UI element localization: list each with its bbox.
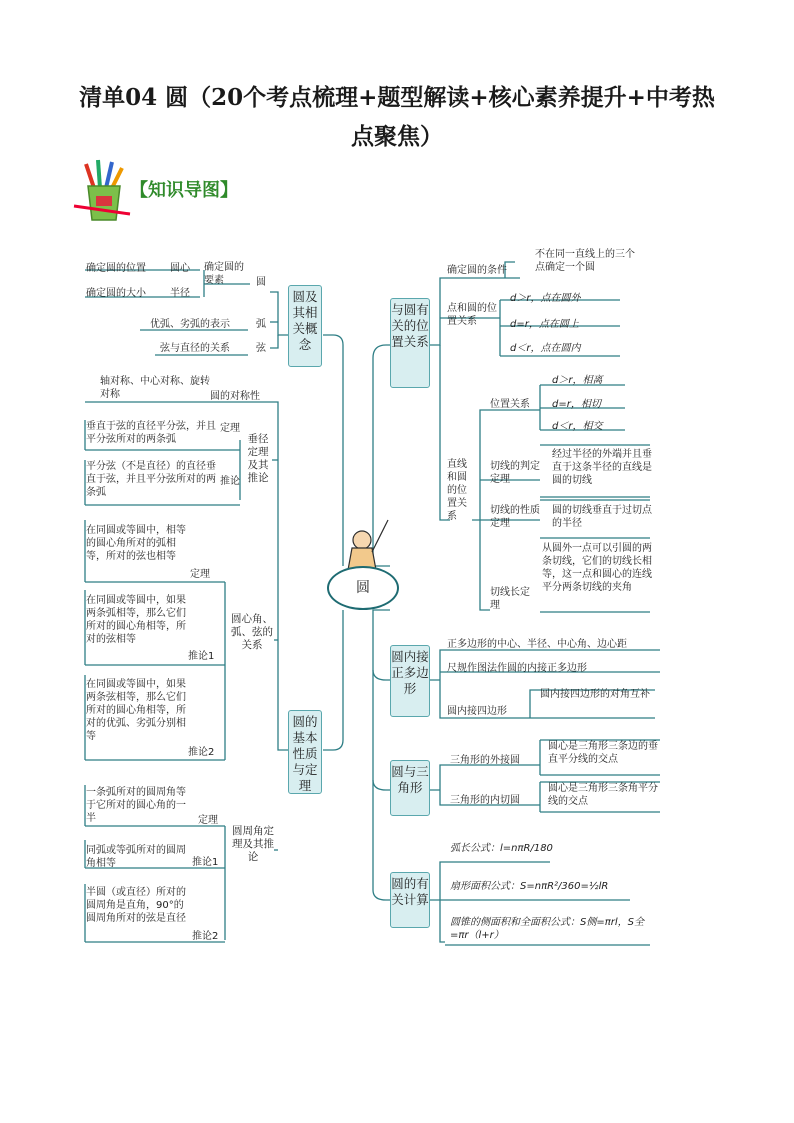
tangent-judge-desc: 经过半径的外端并且垂直于这条半径的直线是圆的切线 [552,449,652,486]
inscribed-cor2-tag: 推论2 [192,931,219,942]
line-circle: 直线和圆的位置关系 [447,459,467,522]
box-basic: 圆的基本性质与定理 [288,710,322,794]
concept-position: 确定圆的位置 [86,263,146,274]
angle-cor1: 在同圆或等圆中，如果两条弧相等，那么它们所对的圆心角相等，所对的弦相等 [86,595,186,645]
inscribed-cor1: 同弧或等弧所对的圆周角相等 [86,845,186,869]
determine-desc: 不在同一直线上的三个点确定一个圆 [535,249,635,273]
inscribed-theorem-tag: 定理 [198,815,218,826]
cyclic-quad-desc: 圆内接四边形的对角互补 [540,689,650,700]
chord-theorem-tag: 定理 [220,423,240,434]
tangent-judge: 切线的判定定理 [490,461,540,485]
chord-corollary: 平分弦（不是直径）的直径垂直于弦，并且平分弦所对的两条弧 [86,461,216,498]
lc-tangent: d=r，相切 [552,399,601,410]
teacher-figure [348,520,388,570]
box-chord-theorem: 垂径定理及其推论 [244,430,272,494]
cyclic-quad: 圆内接四边形 [447,706,507,717]
angle-theorem-tag: 定理 [190,569,210,580]
inscribed-cor2: 半圆（或直径）所对的圆周角是直角，90°的圆周角所对的弦是直径 [86,887,186,924]
chord-theorem: 垂直于弦的直径平分弦，并且平分弦所对的两条弧 [86,421,216,445]
polygon-terms: 正多边形的中心、半径、中心角、边心距 [447,639,627,650]
pc-inside: d＜r，点在圆内 [510,343,581,354]
box-inscribed: 圆周角定理及其推论 [232,822,274,878]
lc-intersect: d＜r，相交 [552,421,603,432]
incircle: 三角形的内切圆 [450,795,520,806]
concept-chord-diam: 弦与直径的关系 [160,343,230,354]
circumcircle-desc: 圆心是三角形三条边的垂直平分线的交点 [548,741,658,765]
box-concepts: 圆及其相关概念 [288,285,322,367]
concept-circle: 圆 [256,277,266,288]
angle-cor1-tag: 推论1 [188,651,215,662]
tangent-length: 切线长定理 [490,587,530,611]
pc-outside: d＞r，点在圆外 [510,293,581,304]
cone-formula: 圆锥的侧面积和全面积公式：S侧=πrl，S全=πr（l+r） [450,917,644,941]
angle-cor2: 在同圆或等圆中，如果两条弦相等，那么它们所对的圆心角相等，所对的优弧、劣弧分别相等 [86,679,186,742]
concept-chord: 弦 [256,343,266,354]
polygon-construct: 尺规作图法作圆的内接正多边形 [447,663,587,674]
point-circle: 点和圆的位置关系 [447,303,497,327]
incircle-desc: 圆心是三角形三条角平分线的交点 [548,783,658,807]
pc-on: d=r，点在圆上 [510,319,579,330]
angle-theorem: 在同圆或等圆中，相等的圆心角所对的弧相等，所对的弦也相等 [86,525,186,562]
section-heading: 【知识导图】 [130,180,238,201]
box-polygon: 圆内接正多边形 [390,645,430,717]
page-title: 清单04 圆（20个考点梳理+题型解读+核心素养提升+中考热 [79,84,715,111]
sym-types: 轴对称、中心对称、旋转对称 [100,376,210,400]
box-angle-relation: 圆心角、弧、弦的关系 [230,610,274,666]
concept-center: 圆心 [170,263,190,274]
inscribed-cor1-tag: 推论1 [192,857,219,868]
tangent-length-desc: 从圆外一点可以引圆的两条切线，它们的切线长相等，这一点和圆心的连线平分两条切线的夹角 [542,543,652,593]
inscribed-theorem: 一条弧所对的圆周角等于它所对的圆心角的一半 [86,787,186,824]
center-node: 圆 [327,566,399,610]
sector-formula: 扇形面积公式：S=nπR²/360=½lR [450,881,609,892]
box-triangle: 圆与三角形 [390,760,430,816]
box-calc: 圆的有关计算 [390,872,430,928]
angle-cor2-tag: 推论2 [188,747,215,758]
chord-corollary-tag: 推论 [220,476,240,487]
lc-separate: d＞r，相离 [552,375,603,386]
tangent-prop-desc: 圆的切线垂直于过切点的半径 [552,505,652,529]
concept-arc: 弧 [256,319,266,330]
concept-size: 确定圆的大小 [86,288,146,299]
box-position: 与圆有关的位置关系 [390,298,430,388]
concept-radius: 半径 [170,288,190,299]
concept-arc-rep: 优弧、劣弧的表示 [150,319,230,330]
determine-circle: 确定圆的条件 [447,265,507,276]
sym-label: 圆的对称性 [210,391,260,402]
line-relation: 位置关系 [490,399,530,410]
arc-formula: 弧长公式：l=nπR/180 [450,843,553,854]
circumcircle: 三角形的外接圆 [450,755,520,766]
concept-elements: 确定圆的要素 [204,262,244,286]
page-title-cont: 点聚焦） [351,123,443,150]
tangent-prop: 切线的性质定理 [490,505,540,529]
